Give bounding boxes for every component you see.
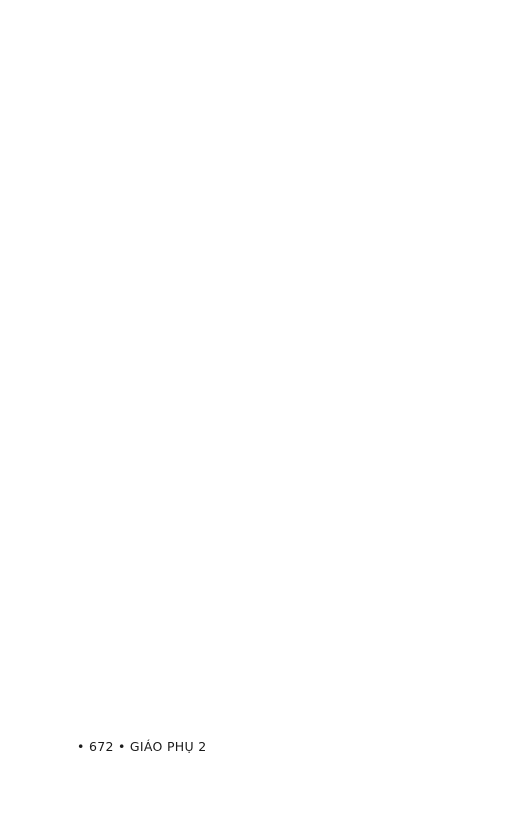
page-footer: • 672 • GIÁO PHỤ 2 <box>77 739 207 754</box>
